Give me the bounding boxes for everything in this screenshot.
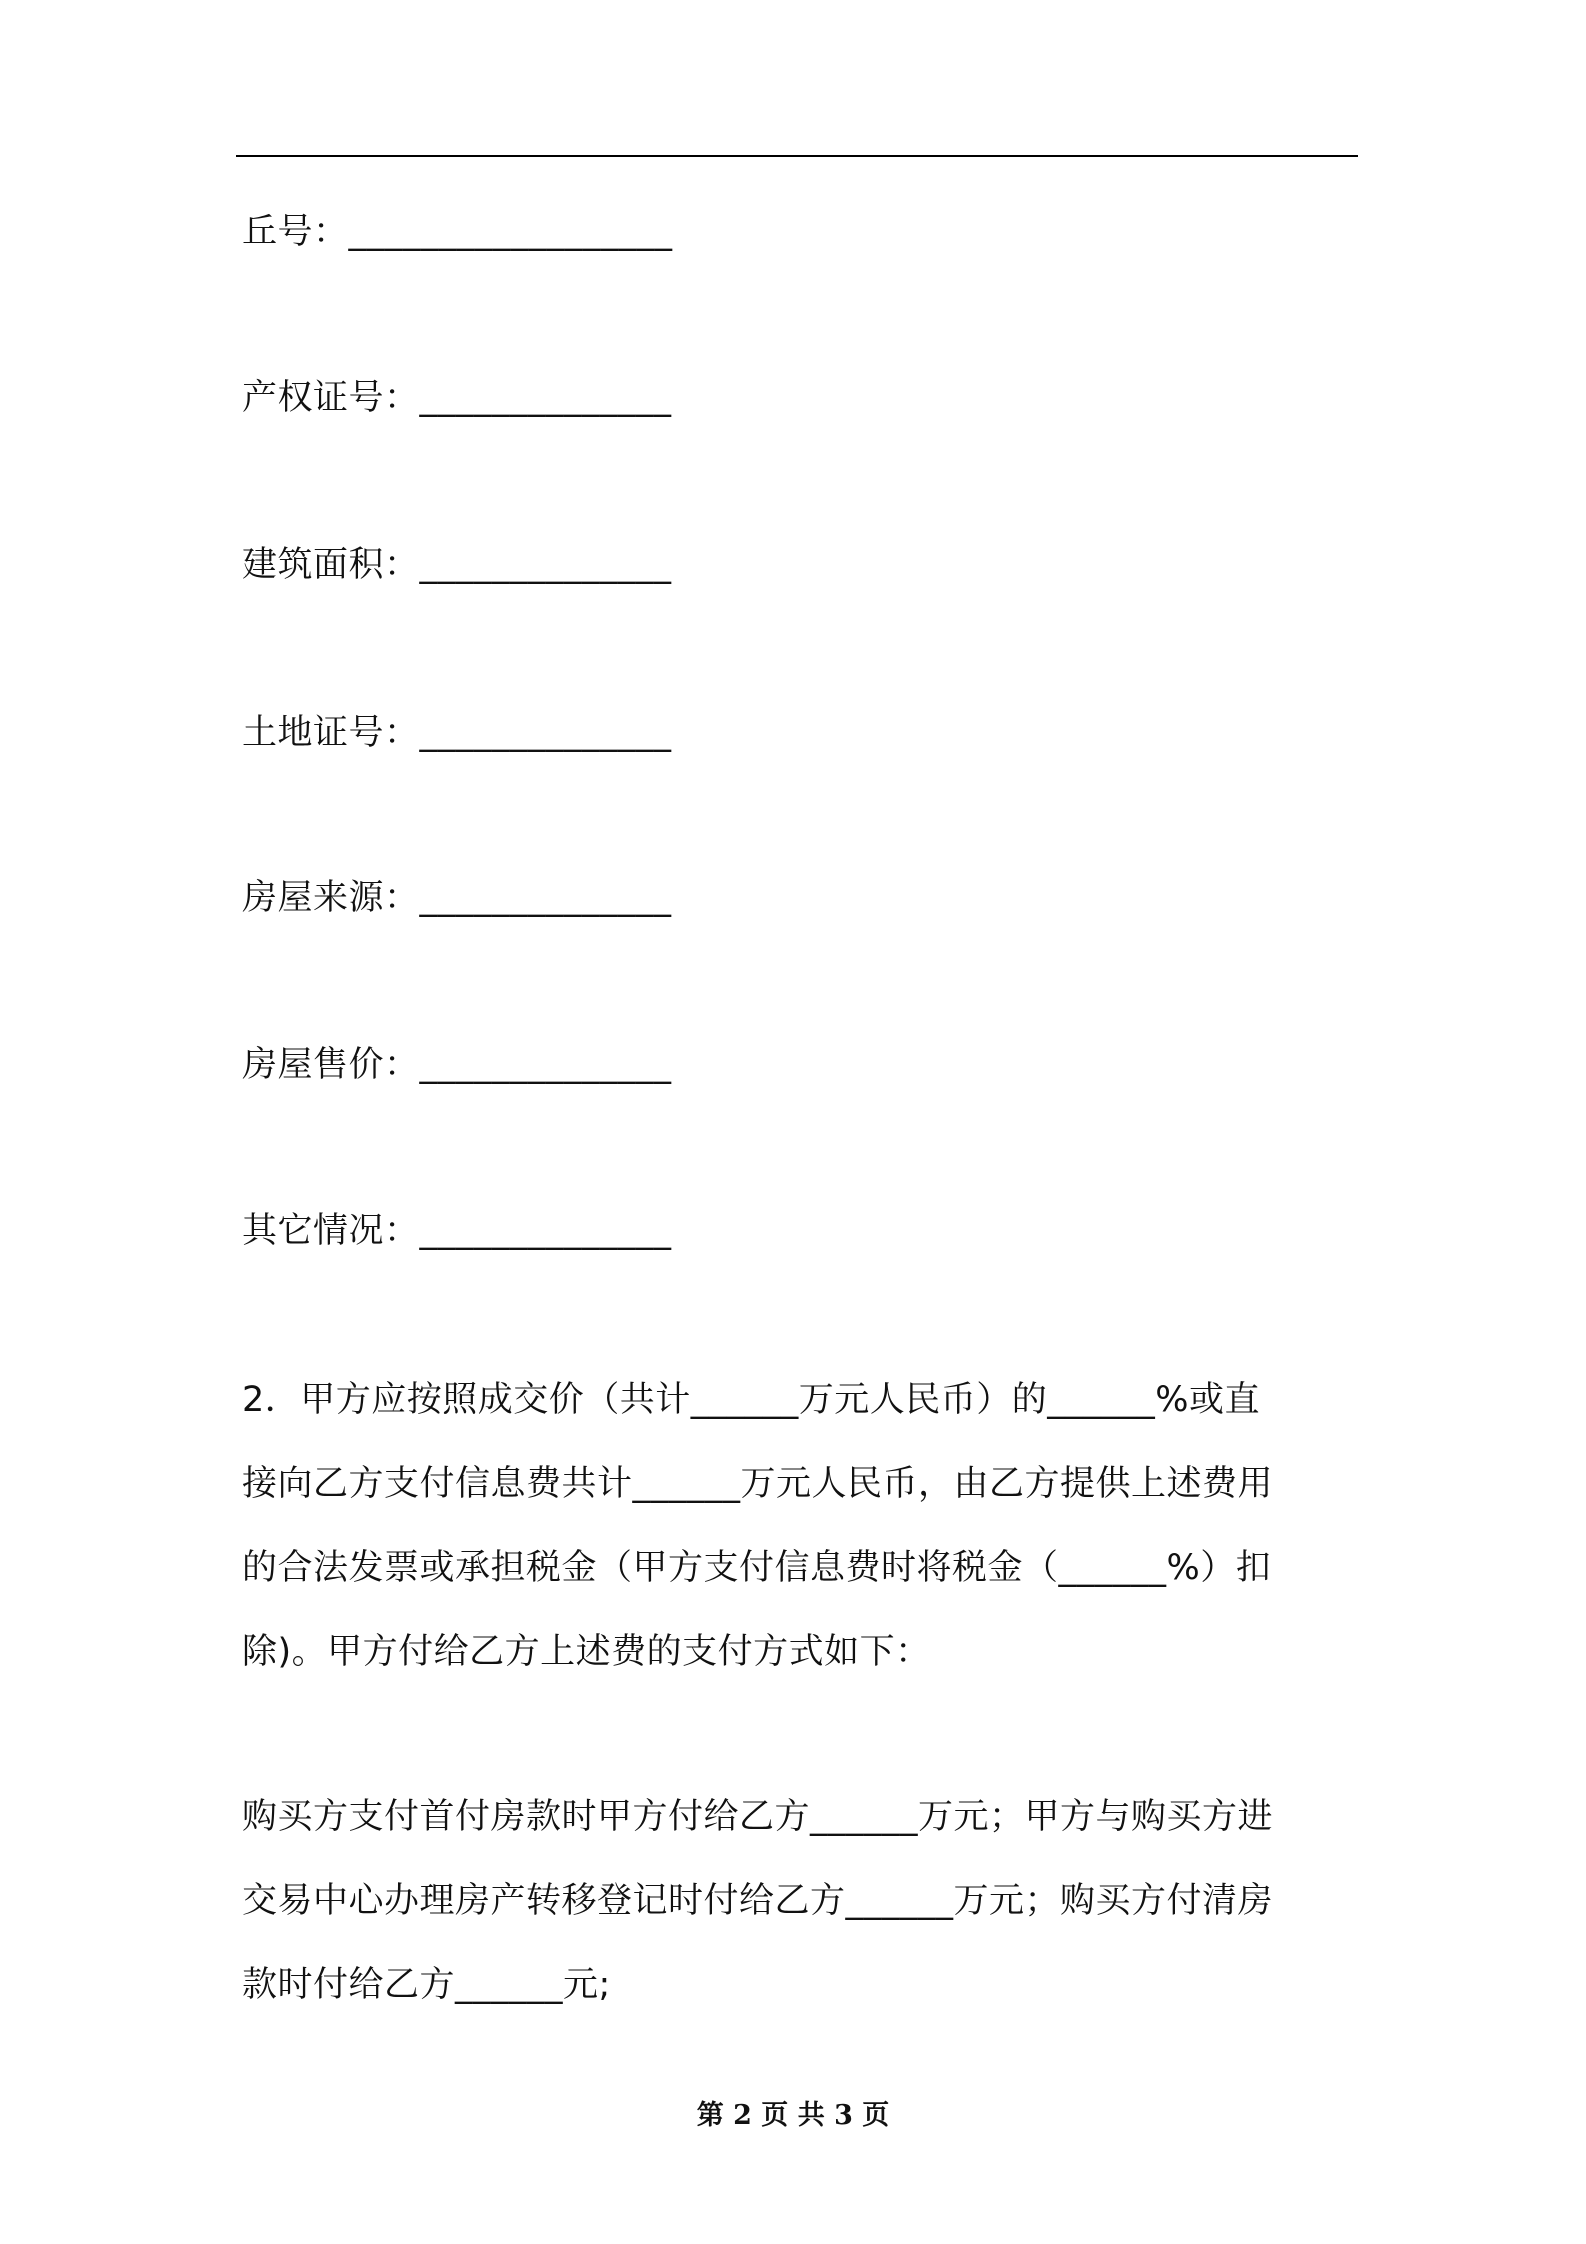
field-blank: ______________: [419, 1211, 672, 1251]
page-number: 第 2 页 共 3 页: [696, 2100, 890, 2131]
field-label: 产权证号：: [242, 378, 420, 418]
paragraph-2: [242, 1358, 1273, 1694]
field-blank: ______________: [419, 378, 672, 418]
field-label: 其它情况：: [242, 1211, 420, 1251]
paragraph-line: 购买方支付首付房款时甲方付给乙方______万元；甲方与购买方进: [242, 1797, 1274, 1837]
field-label: 房屋来源：: [242, 878, 420, 918]
field-blank: ______________: [419, 878, 672, 918]
field-blank: ______________: [419, 713, 672, 753]
paragraph-line: 2．甲方应按照成交价（共计______万元人民币）的______%或直: [242, 1380, 1261, 1420]
paragraph-line: 款时付给乙方______元;: [242, 1965, 611, 2005]
field-label: 土地证号：: [242, 713, 420, 753]
header-rule: [236, 155, 1358, 157]
field-building-area: [242, 544, 672, 586]
field-blank: ______________: [419, 1045, 672, 1085]
field-property-cert-no: [242, 377, 672, 419]
field-land-cert-no: [242, 712, 672, 754]
field-blank: __________________: [348, 212, 673, 252]
paragraph-line: 除)。甲方付给乙方上述费的支付方式如下：: [242, 1632, 931, 1672]
paragraph-line: 的合法发票或承担税金（甲方支付信息费时将税金（______%）扣: [242, 1548, 1272, 1588]
field-label: 建筑面积：: [242, 545, 420, 585]
field-label: 房屋售价：: [242, 1045, 420, 1085]
page-footer: [0, 2098, 1586, 2134]
field-house-price: [242, 1044, 672, 1086]
paragraph-line: 接向乙方支付信息费共计______万元人民币，由乙方提供上述费用: [242, 1464, 1274, 1504]
field-house-source: [242, 877, 672, 919]
paragraph-3: [242, 1775, 1273, 2027]
field-blank: ______________: [419, 545, 672, 585]
field-label: 丘号：: [242, 212, 349, 252]
field-other-conditions: [242, 1210, 672, 1252]
field-qiu-hao: [242, 211, 673, 253]
paragraph-line: 交易中心办理房产转移登记时付给乙方______万元；购买方付清房: [242, 1881, 1274, 1921]
